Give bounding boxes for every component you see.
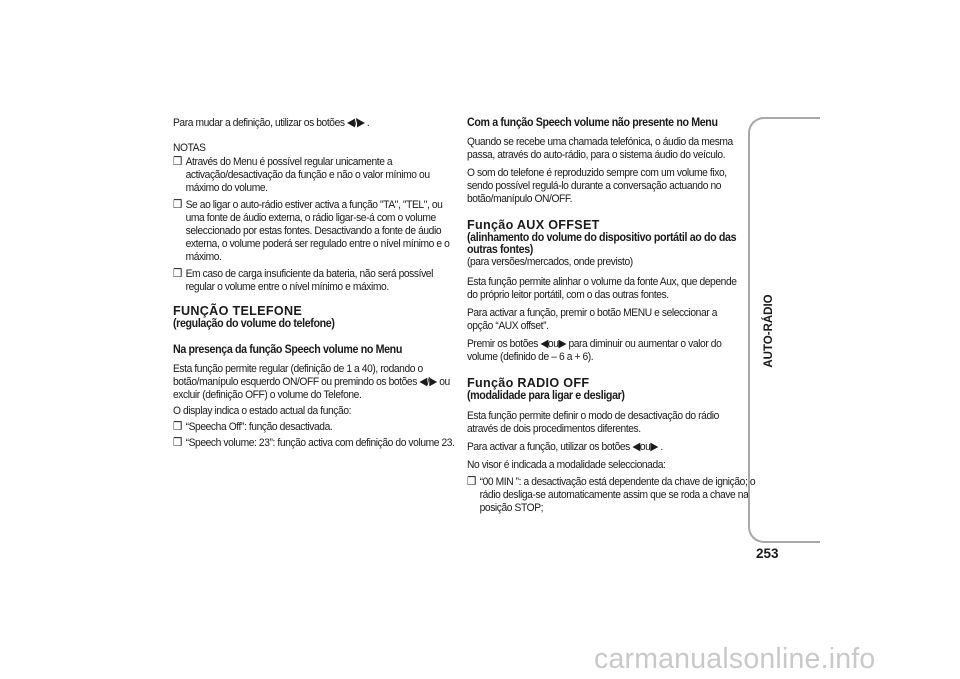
body-paragraph: Quando se recebe uma chamada telefónica, o áudio da mesma passa, através do auto-rádio, para o sistema áudio do veículo. [467, 136, 733, 161]
body-paragraph: O som do telefone é reproduzido sempre com um volume fixo, sendo possível regulá-lo durante a conversação actuando no botão/manípulo ON/OFF. [467, 167, 727, 205]
body-paragraph: Esta função permite regular (definição de 1 a 40), rodando o botão/manípulo esquerdo ON/OFF ou premindo os botões ◀/▶ ou excluir (definição OFF) o volume do Telefone. [173, 363, 450, 401]
note-text: Se ao ligar o auto-rádio estiver activa a função "TA", "TEL", ou uma fonte de áudio externa, o rádio ligar-se-á com o volume seleccionado por estas fontes. Desactivando a fonte de áudio externa, o volume poderá ser regulado entre o nível mínimo e o máximo. [185, 199, 450, 263]
subsection-heading: Com a função Speech volume não presente no Menu [467, 116, 718, 129]
list-item [173, 437, 463, 450]
checkbox-bullet-icon: ❒ [173, 268, 182, 280]
availability-note: (para versões/mercados, onde previsto) [467, 256, 633, 268]
notes-label: NOTAS [173, 142, 206, 154]
checkbox-bullet-icon: ❒ [467, 476, 476, 488]
body-paragraph: Para activar a função, premir o botão MENU e seleccionar a opção “AUX offset”. [467, 307, 718, 332]
section-heading: Função RADIO OFF [467, 376, 590, 390]
body-paragraph: Esta função permite alinhar o volume da fonte Aux, que depende do próprio leitor portátil, com o das outras fontes. [467, 276, 737, 301]
note-item [173, 199, 463, 264]
subsection-heading: Na presença da função Speech volume no Menu [173, 343, 402, 356]
body-paragraph: Para activar a função, utilizar os botões ◀ou▶ . [467, 441, 663, 453]
body-paragraph: Premir os botões ◀ou▶ para diminuir ou aumentar o valor do volume (definido de – 6 a + 6). [467, 338, 722, 363]
body-paragraph: No visor é indicada a modalidade seleccionada: [467, 459, 666, 471]
page-number: 253 [756, 546, 779, 561]
list-item [173, 421, 463, 434]
checkbox-bullet-icon: ❒ [173, 156, 182, 168]
section-subheading: (regulação do volume do telefone) [173, 317, 335, 330]
checkbox-bullet-icon: ❒ [173, 199, 182, 211]
note-item [173, 268, 463, 294]
chapter-label-text: AUTO-RÁDIO [763, 294, 775, 368]
list-item [467, 476, 756, 515]
section-subheading: (modalidade para ligar e desligar) [467, 389, 625, 402]
body-paragraph: O display indica o estado actual da função: [173, 405, 352, 417]
checkbox-bullet-icon: ❒ [173, 421, 182, 433]
chapter-label [756, 296, 782, 366]
checkbox-bullet-icon: ❒ [173, 437, 182, 449]
note-item [173, 156, 463, 195]
intro-text: Para mudar a definição, utilizar os botões ◀/▶ . [173, 117, 370, 129]
body-paragraph: Esta função permite definir o modo de desactivação do rádio através de dois procedimentos diferentes. [467, 410, 719, 435]
watermark: carmanualsonline.info [594, 643, 876, 675]
section-heading: Função AUX OFFSET [467, 218, 600, 232]
note-text: Através do Menu é possível regular unicamente a activação/desactivação da função e não o valor mínimo ou máximo do volume. [185, 156, 430, 194]
section-subheading: (alinhamento do volume do dispositivo portátil ao do das outras fontes) [467, 231, 737, 257]
section-heading: FUNÇÃO TELEFONE [173, 304, 303, 318]
list-item-text: “00 MIN ”: a desactivação está dependente da chave de ignição; o rádio desliga-se automaticamente assim que se roda a chave na posição STOP; [479, 476, 756, 514]
list-item-text: “Speech volume: 23”: função activa com definição do volume 23. [185, 437, 455, 449]
list-item-text: “Speecha Off”: função desactivada. [185, 421, 333, 433]
note-text: Em caso de carga insuficiente da bateria, não será possível regular o volume entre o nível mínimo e máximo. [185, 268, 433, 293]
